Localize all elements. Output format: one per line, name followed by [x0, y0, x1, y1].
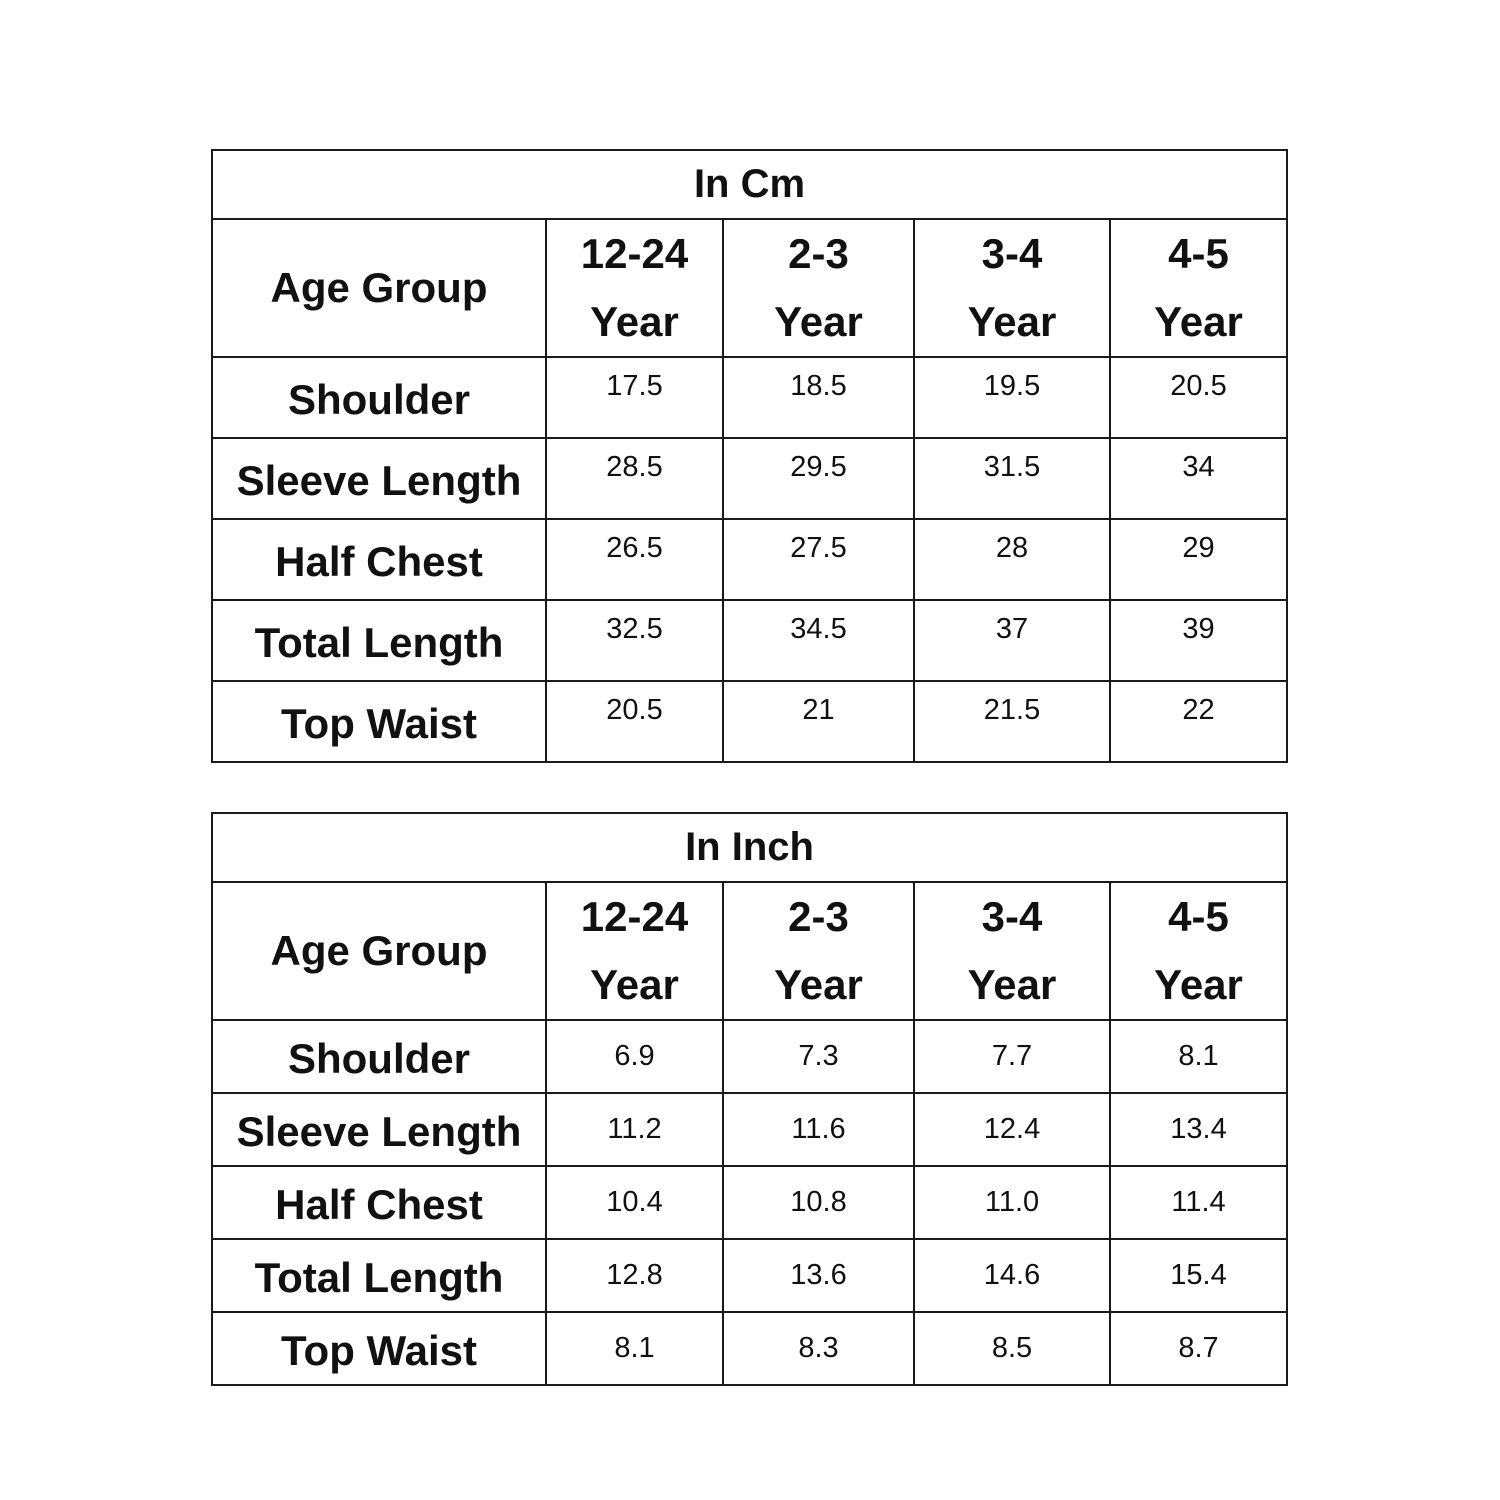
measurement-value: 19.5 — [914, 357, 1110, 438]
age-range: 4-5 — [1168, 893, 1229, 940]
age-unit: Year — [590, 298, 679, 345]
age-unit: Year — [774, 298, 863, 345]
measurement-value: 8.5 — [914, 1312, 1110, 1385]
age-unit: Year — [967, 298, 1057, 345]
measurement-value: 7.3 — [723, 1020, 914, 1093]
age-column-header — [723, 219, 914, 357]
table-row — [212, 1239, 1287, 1312]
age-column-header — [914, 219, 1110, 357]
measurement-value: 15.4 — [1110, 1239, 1287, 1312]
measurement-value: 21 — [723, 681, 914, 762]
age-column-header — [723, 882, 914, 1020]
measurement-value: 32.5 — [546, 600, 723, 681]
measurement-value: 13.6 — [723, 1239, 914, 1312]
measurement-value: 11.0 — [914, 1166, 1110, 1239]
table-header-row — [212, 882, 1287, 1020]
measurement-label: Total Length — [212, 600, 546, 681]
measurement-value: 8.1 — [546, 1312, 723, 1385]
age-range: 12-24 — [580, 230, 689, 277]
measurement-value: 8.7 — [1110, 1312, 1287, 1385]
age-unit: Year — [1154, 298, 1243, 345]
measurement-value: 17.5 — [546, 357, 723, 438]
table-header-row — [212, 219, 1287, 357]
measurement-value: 12.8 — [546, 1239, 723, 1312]
measurement-value: 11.4 — [1110, 1166, 1287, 1239]
measurement-value: 11.2 — [546, 1093, 723, 1166]
measurement-value: 12.4 — [914, 1093, 1110, 1166]
age-column-header — [1110, 882, 1287, 1020]
measurement-label: Half Chest — [212, 519, 546, 600]
measurement-value: 39 — [1110, 600, 1287, 681]
table-row — [212, 1020, 1287, 1093]
measurement-value: 31.5 — [914, 438, 1110, 519]
table-title: In Cm — [212, 150, 1287, 219]
table-row — [212, 1093, 1287, 1166]
measurement-value: 18.5 — [723, 357, 914, 438]
measurement-value: 20.5 — [546, 681, 723, 762]
age-range: 4-5 — [1168, 230, 1229, 277]
table-row — [212, 519, 1287, 600]
measurement-value: 10.4 — [546, 1166, 723, 1239]
measurement-value: 29 — [1110, 519, 1287, 600]
measurement-value: 20.5 — [1110, 357, 1287, 438]
measurement-label: Sleeve Length — [212, 438, 546, 519]
measurement-value: 28 — [914, 519, 1110, 600]
age-unit: Year — [967, 961, 1057, 1008]
measurement-label: Total Length — [212, 1239, 546, 1312]
table-row — [212, 1312, 1287, 1385]
age-range: 2-3 — [788, 230, 849, 277]
age-unit: Year — [1154, 961, 1243, 1008]
measurement-value: 10.8 — [723, 1166, 914, 1239]
table-row — [212, 681, 1287, 762]
age-unit: Year — [774, 961, 863, 1008]
measurement-label: Top Waist — [212, 1312, 546, 1385]
measurement-value: 37 — [914, 600, 1110, 681]
measurement-value: 34.5 — [723, 600, 914, 681]
age-column-header — [1110, 219, 1287, 357]
size-table-cm — [211, 149, 1288, 763]
age-range: 3-4 — [981, 893, 1043, 940]
measurement-value: 13.4 — [1110, 1093, 1287, 1166]
age-column-header — [546, 882, 723, 1020]
measurement-value: 26.5 — [546, 519, 723, 600]
measurement-value: 11.6 — [723, 1093, 914, 1166]
table-row — [212, 357, 1287, 438]
age-column-header — [546, 219, 723, 357]
measurement-value: 6.9 — [546, 1020, 723, 1093]
measurement-label: Shoulder — [212, 357, 546, 438]
table-row — [212, 1166, 1287, 1239]
table-title-row — [212, 813, 1287, 882]
measurement-value: 34 — [1110, 438, 1287, 519]
age-range: 12-24 — [580, 893, 689, 940]
age-unit: Year — [590, 961, 679, 1008]
size-table-inch — [211, 812, 1288, 1386]
table-row — [212, 600, 1287, 681]
measurement-value: 22 — [1110, 681, 1287, 762]
measurement-label: Shoulder — [212, 1020, 546, 1093]
measurement-value: 8.3 — [723, 1312, 914, 1385]
age-group-header: Age Group — [212, 219, 546, 357]
age-range: 2-3 — [788, 893, 849, 940]
age-column-header — [914, 882, 1110, 1020]
age-group-header: Age Group — [212, 882, 546, 1020]
measurement-label: Sleeve Length — [212, 1093, 546, 1166]
table-row — [212, 438, 1287, 519]
measurement-value: 7.7 — [914, 1020, 1110, 1093]
measurement-value: 27.5 — [723, 519, 914, 600]
table-title: In Inch — [212, 813, 1287, 882]
table-title-row — [212, 150, 1287, 219]
measurement-label: Top Waist — [212, 681, 546, 762]
measurement-value: 29.5 — [723, 438, 914, 519]
measurement-value: 21.5 — [914, 681, 1110, 762]
measurement-label: Half Chest — [212, 1166, 546, 1239]
age-range: 3-4 — [981, 230, 1043, 277]
measurement-value: 14.6 — [914, 1239, 1110, 1312]
measurement-value: 28.5 — [546, 438, 723, 519]
measurement-value: 8.1 — [1110, 1020, 1287, 1093]
